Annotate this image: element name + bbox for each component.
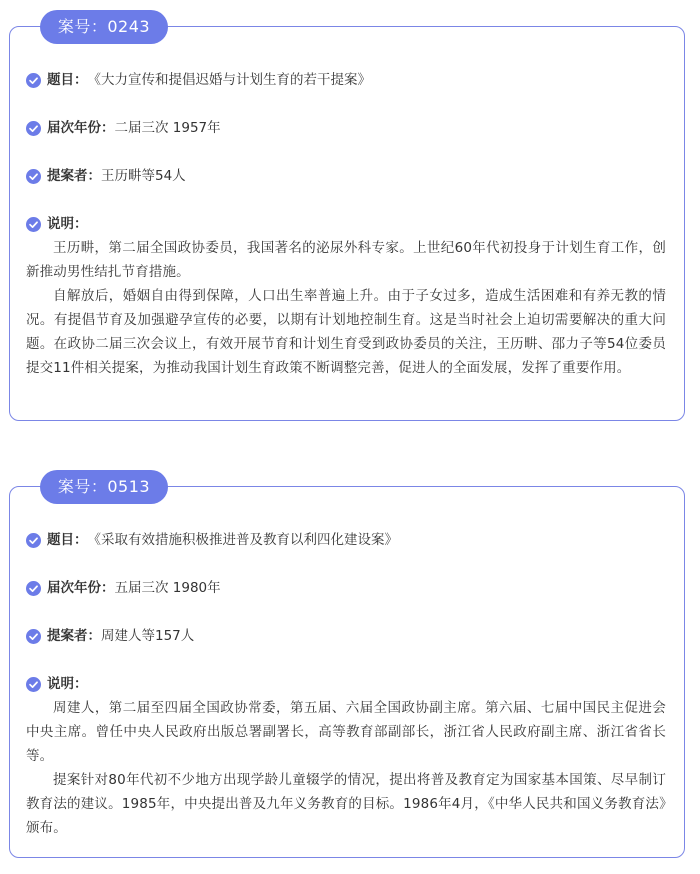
description-paragraph: 提案针对80年代初不少地方出现学龄儿童辍学的情况，提出将普及教育定为国家基本国策、尽早制订教育法的建议。1985年，中央提出普及九年义务教育的目标。1986年4月，《中华人民共和国义务教育法》颁布。 [26, 772, 666, 836]
check-circle-icon [26, 121, 41, 136]
proposer-value: 王历畊等54人 [101, 168, 186, 184]
description-row [26, 213, 674, 235]
check-circle-icon [26, 533, 41, 548]
case-number-badge: 案号：0513 [40, 470, 168, 504]
topic-row [26, 529, 674, 551]
check-circle-icon [26, 581, 41, 596]
check-circle-icon [26, 629, 41, 644]
description-body [26, 696, 666, 840]
proposer-row [26, 625, 674, 647]
description-label: 说明： [47, 676, 88, 692]
check-circle-icon [26, 73, 41, 88]
session-label: 届次年份： [47, 120, 115, 136]
session-row [26, 577, 674, 599]
session-value: 五届三次 1980年 [114, 580, 221, 596]
topic-value: 《采取有效措施积极推进普及教育以利四化建设案》 [87, 532, 398, 548]
proposer-value: 周建人等157人 [101, 628, 195, 644]
check-circle-icon [26, 677, 41, 692]
check-circle-icon [26, 217, 41, 232]
session-row [26, 117, 674, 139]
proposer-label: 提案者： [47, 628, 101, 644]
topic-row [26, 69, 674, 91]
description-paragraph: 自解放后，婚姻自由得到保障，人口出生率普遍上升。由于子女过多，造成生活困难和有养无教的情况。有提倡节育及加强避孕宣传的必要，以期有计划地控制生育。这是当时社会上迫切需要解决的重大问题。在政协二届三次会议上，有效开展节育和计划生育受到政协委员的关注，王历畊、邵力子等54位委员提交11件相关提案，为推动我国计划生育政策不断调整完善，促进人的全面发展，发挥了重要作用。 [26, 288, 666, 376]
description-label: 说明： [47, 216, 88, 232]
check-circle-icon [26, 169, 41, 184]
case-number-badge: 案号：0243 [40, 10, 168, 44]
topic-label: 题目： [47, 532, 88, 548]
description-paragraph: 王历畊，第二届全国政协委员，我国著名的泌尿外科专家。上世纪60年代初投身于计划生育工作，创新推动男性结扎节育措施。 [26, 240, 666, 280]
topic-label: 题目： [47, 72, 88, 88]
session-value: 二届三次 1957年 [114, 120, 221, 136]
session-label: 届次年份： [47, 580, 115, 596]
topic-value: 《大力宣传和提倡迟婚与计划生育的若干提案》 [87, 72, 371, 88]
description-body [26, 236, 666, 380]
proposer-row [26, 165, 674, 187]
proposer-label: 提案者： [47, 168, 101, 184]
description-paragraph: 周建人，第二届至四届全国政协常委，第五届、六届全国政协副主席。第六届、七届中国民主促进会中央主席。曾任中央人民政府出版总署副署长，高等教育部副部长，浙江省人民政府副主席、浙江省省长等。 [26, 700, 666, 764]
description-row [26, 673, 674, 695]
